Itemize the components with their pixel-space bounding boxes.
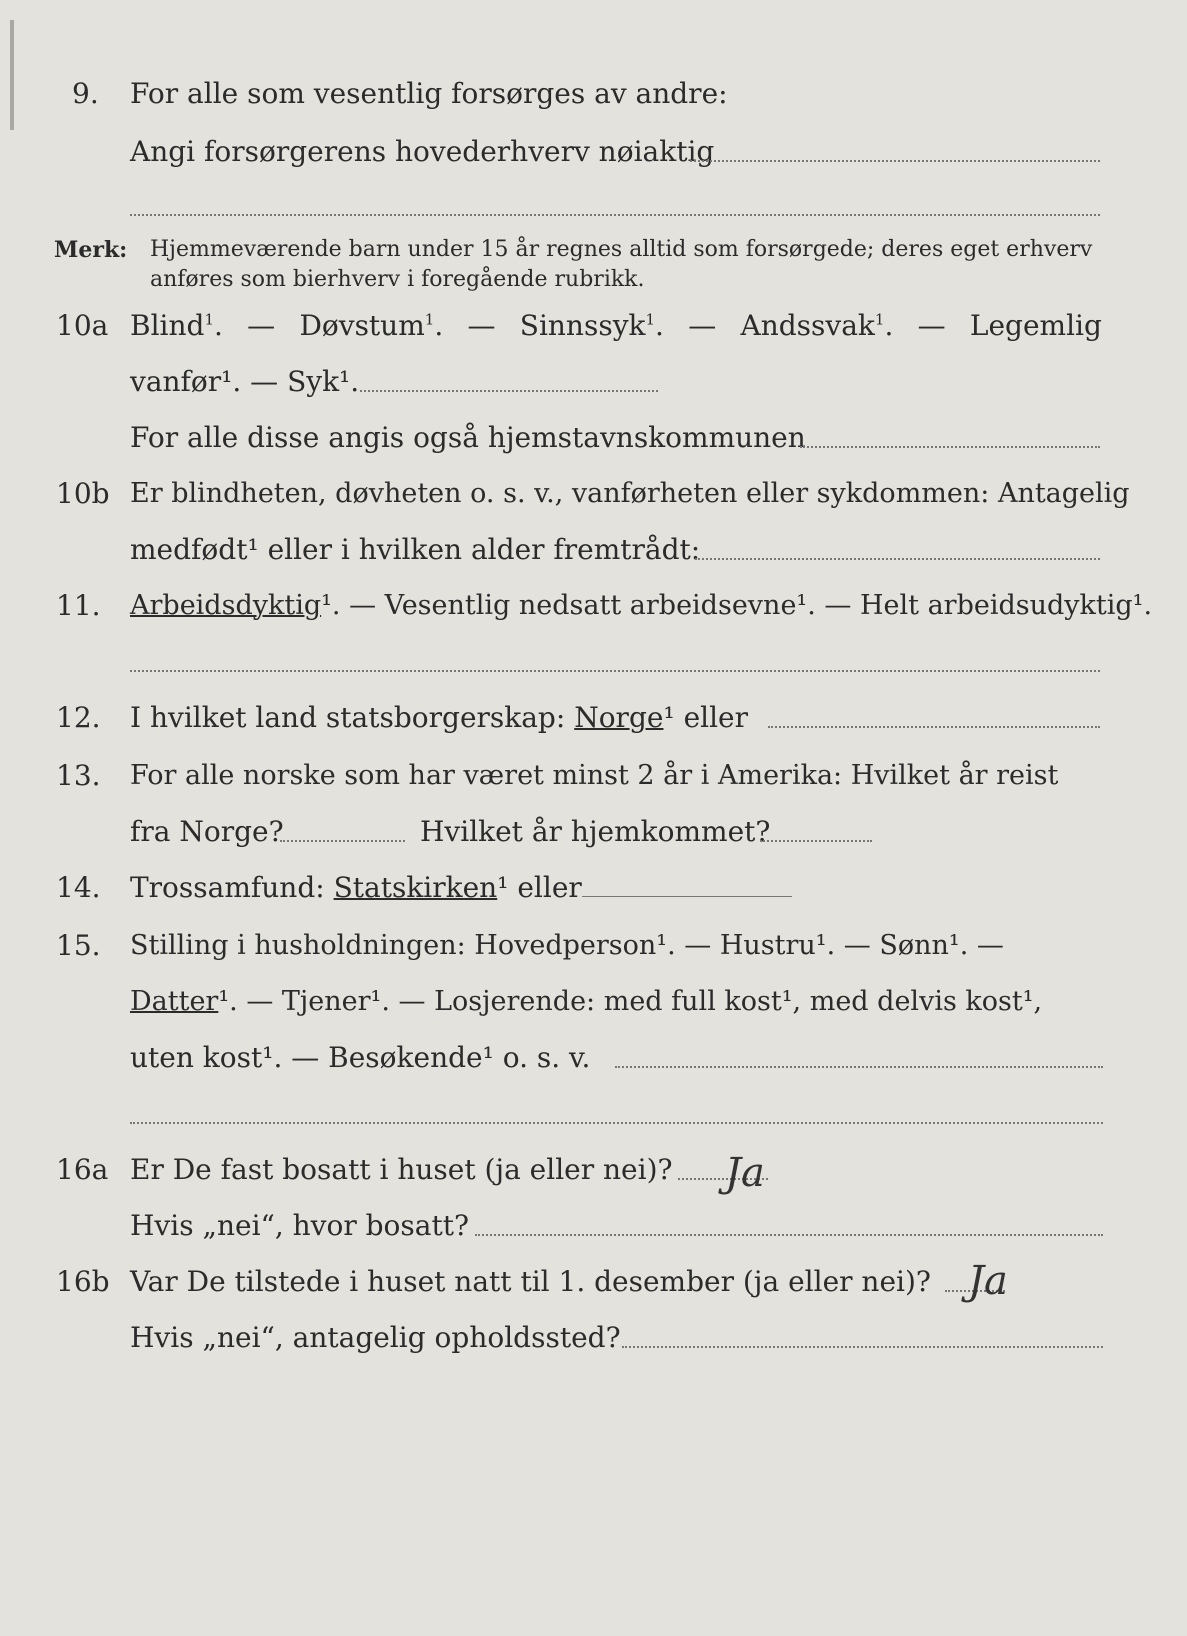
merk-label: Merk: xyxy=(54,237,128,263)
q14-selected[interactable]: Statskirken xyxy=(333,871,498,904)
q10b-number: 10b xyxy=(56,477,110,510)
q10a-text2: vanfør¹. — Syk¹. xyxy=(130,365,360,398)
q13-text1: For alle norske som har været minst 2 år i Amerika: Hvilket år reist xyxy=(130,760,1059,791)
page-edge-shadow xyxy=(10,20,14,130)
q10a-number: 10a xyxy=(56,309,109,342)
q12-answer-line[interactable] xyxy=(768,726,1100,728)
q9-answer-line2[interactable] xyxy=(130,214,1100,216)
option-blind[interactable]: Blind$^1$. xyxy=(130,309,223,342)
q11-selected[interactable]: Arbeidsdyktig xyxy=(130,590,322,621)
dash: — xyxy=(247,309,276,342)
option-legemlig[interactable]: Legemlig xyxy=(969,309,1102,342)
q10b-text2: medfødt¹ eller i hvilken alder fremtrådt: xyxy=(130,533,701,566)
q13-text2b: Hvilket år hjemkommet? xyxy=(420,815,771,848)
q10a-answer-line[interactable] xyxy=(360,390,658,392)
merk-text2: anføres som bierhverv i foregående rubrikk. xyxy=(150,267,645,292)
q13-text2a: fra Norge? xyxy=(130,815,284,848)
q16b-handwritten-answer: Ja xyxy=(968,1258,1008,1304)
q9-answer-line[interactable] xyxy=(690,160,1100,162)
q10a-answer-line2[interactable] xyxy=(800,446,1100,448)
dash: — xyxy=(917,309,946,342)
dash: — xyxy=(688,309,717,342)
q15-number: 15. xyxy=(56,929,101,962)
q16b-text2: Hvis „nei“, antagelig opholdssted? xyxy=(130,1321,621,1354)
q12-text: I hvilket land statsborgerskap: Norge¹ eller xyxy=(130,701,749,734)
q10a-text3: For alle disse angis også hjemstavnskommunen xyxy=(130,421,806,454)
q16a-number: 16a xyxy=(56,1153,109,1186)
option-andssvak[interactable]: Andssvak$^1$. xyxy=(740,309,894,342)
q13-number: 13. xyxy=(56,759,101,792)
q16a-answer-line2[interactable] xyxy=(475,1234,1103,1236)
q10a-options xyxy=(130,308,1102,344)
q14-number: 14. xyxy=(56,871,101,904)
q13-answer-line1[interactable] xyxy=(280,840,405,842)
q16b-answer-line2[interactable] xyxy=(622,1346,1103,1348)
q10b-answer-line[interactable] xyxy=(695,558,1100,560)
q9-text: For alle som vesentlig forsørges av andre: xyxy=(130,77,728,110)
q16a-text1: Er De fast bosatt i huset (ja eller nei)? xyxy=(130,1153,673,1186)
q10b-text1: Er blindheten, døvheten o. s. v., vanførheten eller sykdommen: Antagelig xyxy=(130,478,1130,509)
q9-text2: Angi forsørgerens hovederhverv nøiaktig xyxy=(130,135,715,168)
q11-text: Arbeidsdyktig¹. — Vesentlig nedsatt arbeidsevne¹. — Helt arbeidsudyktig¹. xyxy=(130,590,1153,621)
option-sinnssyk[interactable]: Sinnssyk$^1$. xyxy=(519,309,664,342)
dash: — xyxy=(467,309,496,342)
q16a-text2: Hvis „nei“, hvor bosatt? xyxy=(130,1209,469,1242)
q11-number: 11. xyxy=(56,589,101,622)
q15-answer-line[interactable] xyxy=(615,1066,1103,1068)
option-dovstum[interactable]: Døvstum$^1$. xyxy=(299,309,444,342)
q16a-handwritten-answer: Ja xyxy=(725,1150,765,1196)
q15-text2: Datter¹. — Tjener¹. — Losjerende: med full kost¹, med delvis kost¹, xyxy=(130,986,1043,1017)
q15-text1: Stilling i husholdningen: Hovedperson¹. — Hustru¹. — Sønn¹. — xyxy=(130,930,1004,961)
q16b-text1: Var De tilstede i huset natt til 1. desember (ja eller nei)? xyxy=(130,1265,931,1298)
q15-answer-line2[interactable] xyxy=(130,1122,1103,1124)
q12-number: 12. xyxy=(56,701,101,734)
q14-text: Trossamfund: Statskirken¹ eller xyxy=(130,871,582,904)
q16b-number: 16b xyxy=(56,1265,110,1298)
q15-text3: uten kost¹. — Besøkende¹ o. s. v. xyxy=(130,1041,591,1074)
q9-number: 9. xyxy=(72,77,99,110)
q13-answer-line2[interactable] xyxy=(760,840,872,842)
q15-selected[interactable]: Datter xyxy=(130,986,219,1017)
q12-selected[interactable]: Norge xyxy=(574,701,664,734)
merk-text1: Hjemmeværende barn under 15 år regnes alltid som forsørgede; deres eget erhverv xyxy=(150,237,1093,262)
q11-answer-line[interactable] xyxy=(130,670,1100,672)
q14-answer-line[interactable] xyxy=(582,896,792,897)
